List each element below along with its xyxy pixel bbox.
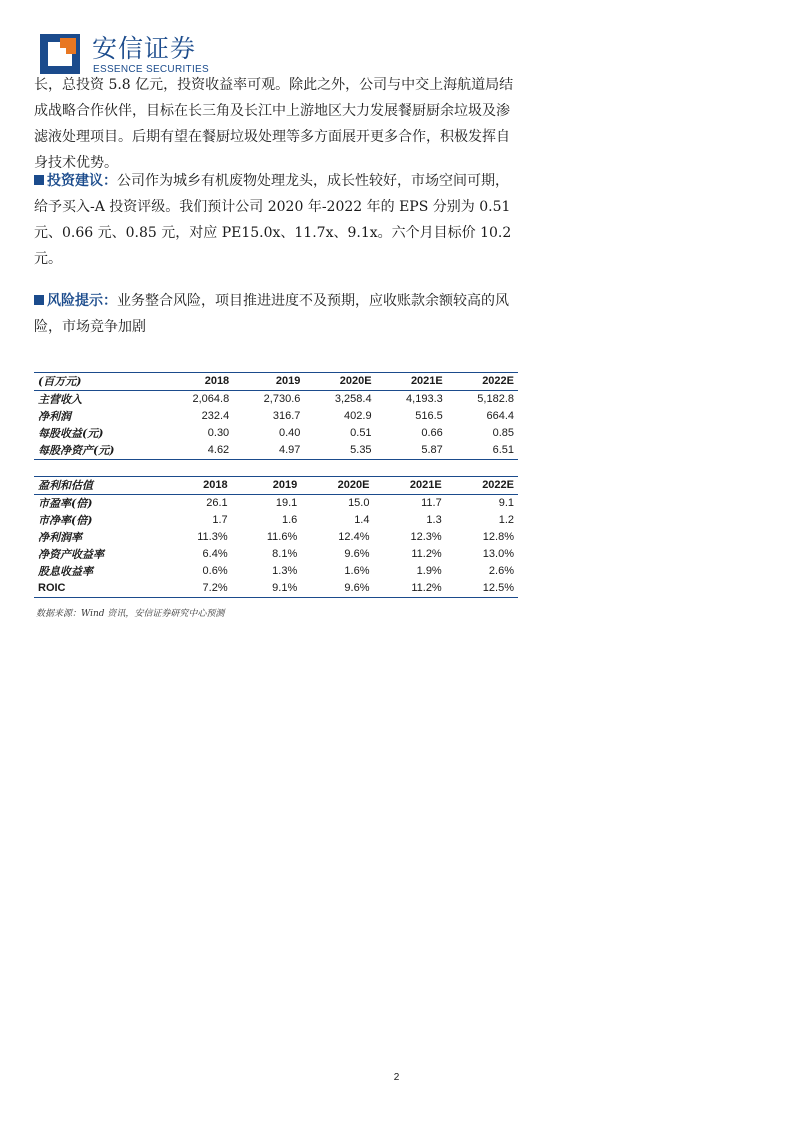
table-header-row xyxy=(34,477,518,495)
table-cell: 3,258.4 xyxy=(334,393,372,405)
company-name-en: ESSENCE SECURITIES xyxy=(93,64,209,75)
table-header-cell: 2018 xyxy=(162,477,232,495)
table-cell: 11.2% xyxy=(373,580,445,598)
table-cell: 6.51 xyxy=(447,442,518,460)
table-row xyxy=(34,425,518,442)
table-row xyxy=(34,563,518,580)
paragraph-investment-advice xyxy=(34,168,522,272)
paragraph-project-cooperation: 长，总投资 5.8 亿元，投资收益率可观。除此之外，公司与中交上海航道局结成战略合作伙伴，目标在长三角及长江中上游地区大力发展餐厨厨余垃圾及渗滤液处理项目。后期有望在餐厨垃圾处理等多方面展开更多合作，积极发挥自身技术优势。 xyxy=(34,77,514,171)
table-header-cell: 2020E xyxy=(301,477,373,495)
table-row xyxy=(34,495,518,513)
table-row xyxy=(34,529,518,546)
row-label: 净利润率 xyxy=(38,531,82,544)
table-header-cell: 2018 xyxy=(162,373,233,391)
table-cell: 1.6% xyxy=(344,565,370,577)
table-cell: 1.4 xyxy=(354,514,370,526)
row-label: 主营收入 xyxy=(38,393,82,406)
company-name-cn: 安信证券 xyxy=(92,34,197,63)
table-header-row xyxy=(34,373,518,391)
table-cell: 2,730.6 xyxy=(263,393,301,405)
data-source-note: 数据来源：Wind 资讯，安信证券研究中心预测 xyxy=(36,609,225,619)
table-header-cell: 2021E xyxy=(373,477,445,495)
table-cell: 0.30 xyxy=(207,427,230,439)
table-cell: 8.1% xyxy=(272,548,298,560)
row-label: 市盈率(倍) xyxy=(38,497,93,510)
table-cell: 15.0 xyxy=(348,497,370,509)
valuation-table xyxy=(34,476,518,598)
table-row xyxy=(34,408,518,425)
table-cell: 6.4% xyxy=(202,548,228,560)
table-cell: 1.6 xyxy=(281,514,298,526)
essence-logo-icon xyxy=(40,34,80,74)
risk-warning-text: 业务整合风险，项目推进进度不及预期，应收账款余额较高的风险，市场竞争加剧 xyxy=(34,293,509,335)
table-cell: 9.1 xyxy=(498,497,514,509)
table-cell: 4.62 xyxy=(162,442,233,460)
table-header-cell: 2019 xyxy=(232,477,302,495)
table-cell: 2,064.8 xyxy=(192,393,230,405)
table-cell: 516.5 xyxy=(415,410,443,422)
table-cell: 5.35 xyxy=(304,442,375,460)
table-header-cell: 2022E xyxy=(446,477,518,495)
row-label: 净利润 xyxy=(38,410,71,423)
table-cell: 9.6% xyxy=(344,548,370,560)
table-cell: 12.3% xyxy=(410,531,442,543)
table-header-cell: 2022E xyxy=(447,373,518,391)
table-cell: 4.97 xyxy=(233,442,304,460)
table-cell: 316.7 xyxy=(272,410,301,422)
table-cell: 1.9% xyxy=(416,565,442,577)
row-label: 市净率(倍) xyxy=(38,514,93,527)
table-cell: 664.4 xyxy=(486,410,514,422)
table-cell: 13.0% xyxy=(482,548,514,560)
table-cell: 9.6% xyxy=(301,580,373,598)
table-row xyxy=(34,391,518,409)
table-cell: 232.4 xyxy=(201,410,230,422)
table-cell: 12.4% xyxy=(338,531,370,543)
table-cell: 1.2 xyxy=(498,514,514,526)
paragraph-risk-warning xyxy=(34,288,522,340)
investment-advice-text: 公司作为城乡有机废物处理龙头，成长性较好，市场空间可期，给予买入-A 投资评级。我们预计公司 2020 年-2022 年的 EPS 分别为 0.51 元、0.66 元、0.85 元，对应 PE15.0x、11.7x、9.1x。六个月目标价 10.2 元。 xyxy=(34,173,512,267)
table-header-cell: 盈利和估值 xyxy=(34,477,162,495)
table-cell: 4,193.3 xyxy=(406,393,443,405)
table-header-cell: 2021E xyxy=(376,373,447,391)
row-label: ROIC xyxy=(34,580,162,598)
row-label: 每股收益(元) xyxy=(38,427,104,440)
table-cell: 5.87 xyxy=(376,442,447,460)
table-cell: 0.6% xyxy=(202,565,228,577)
table-cell: 2.6% xyxy=(488,565,514,577)
table-row xyxy=(34,512,518,529)
table-cell: 9.1% xyxy=(232,580,302,598)
financial-summary-table xyxy=(34,372,518,460)
table-row xyxy=(34,580,518,598)
table-cell: 11.6% xyxy=(266,531,298,543)
table-cell: 12.8% xyxy=(482,531,514,543)
table-cell: 19.1 xyxy=(275,497,298,509)
table-row xyxy=(34,546,518,563)
table-header-cell: 2019 xyxy=(233,373,304,391)
table-cell: 1.3% xyxy=(272,565,298,577)
table-header-cell: (百万元) xyxy=(34,373,162,391)
table-cell: 0.40 xyxy=(278,427,301,439)
table-row xyxy=(34,442,518,460)
risk-warning-label: 风险提示： xyxy=(47,293,117,309)
table-cell: 11.2% xyxy=(411,548,442,560)
table-cell: 7.2% xyxy=(162,580,232,598)
table-cell: 402.9 xyxy=(344,410,372,422)
row-label: 股息收益率 xyxy=(38,565,93,578)
table-cell: 11.3% xyxy=(197,531,228,543)
square-bullet-icon xyxy=(34,175,44,185)
table-cell: 0.51 xyxy=(350,427,372,439)
table-cell: 5,182.8 xyxy=(477,393,514,405)
table-cell: 1.7 xyxy=(212,514,228,526)
company-logo xyxy=(40,34,240,76)
row-label: 每股净资产(元) xyxy=(34,442,162,460)
table-cell: 0.66 xyxy=(421,427,443,439)
row-label: 净资产收益率 xyxy=(38,548,104,561)
table-cell: 12.5% xyxy=(446,580,518,598)
table-cell: 1.3 xyxy=(426,514,442,526)
page-number: 2 xyxy=(393,1072,400,1083)
square-bullet-icon xyxy=(34,295,44,305)
table-header-cell: 2020E xyxy=(304,373,375,391)
table-cell: 0.85 xyxy=(492,427,514,439)
table-cell: 26.1 xyxy=(206,497,228,509)
investment-advice-label: 投资建议： xyxy=(47,173,117,189)
table-cell: 11.7 xyxy=(421,497,442,509)
